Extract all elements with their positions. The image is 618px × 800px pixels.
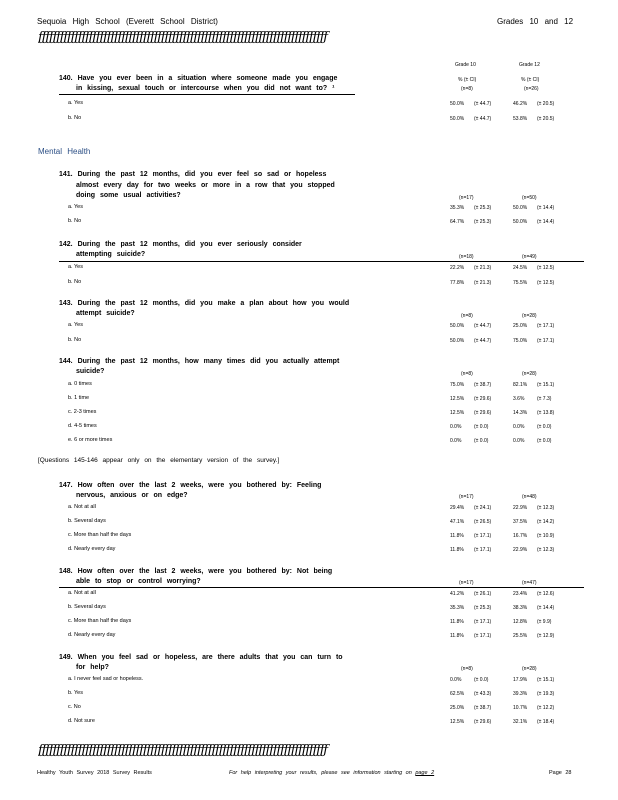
value-grade12: 50.0% (513, 205, 528, 211)
ci-grade10: (± 44.7) (474, 101, 492, 107)
value-grade10: 12.5% (450, 719, 465, 725)
option-label: c. No (68, 704, 81, 710)
value-grade12: 22.9% (513, 505, 528, 511)
ci-grade12: (± 12.3) (537, 547, 555, 553)
value-grade10: 0.0% (450, 424, 462, 430)
ci-label-grade10: % (± CI) (458, 77, 477, 83)
n-grade12: (n=28) (522, 371, 537, 377)
option-label: b. No (68, 337, 82, 343)
option-label: a. Yes (68, 204, 83, 210)
n-grade10: (n=17) (459, 494, 474, 500)
value-grade12: 32.1% (513, 719, 528, 725)
question-148-line2: able to stop or control worrying? (76, 578, 201, 585)
footer-help-label: For help interpreting your results, please see information starting on (229, 770, 412, 776)
elementary-note: [Questions 145-146 appear only on the elementary version of the survey.] (38, 457, 280, 464)
option-label: d. Nearly every day (68, 546, 116, 552)
question-147-line1: 147. How often over the last 2 weeks, were you bothered by: Feeling (59, 482, 322, 489)
ci-grade10: (± 17.1) (474, 633, 492, 639)
survey-header-title: Sequoia High School (Everett School District) (37, 17, 218, 26)
ci-grade10: (± 24.1) (474, 505, 492, 511)
value-grade12: 0.0% (513, 438, 525, 444)
ci-grade10: (± 44.7) (474, 116, 492, 122)
ci-grade12: (± 12.2) (537, 705, 555, 711)
value-grade10: 50.0% (450, 116, 465, 122)
value-grade10: 0.0% (450, 677, 462, 683)
value-grade12: 24.5% (513, 265, 528, 271)
ci-grade10: (± 44.7) (474, 323, 492, 329)
ci-grade12: (± 9.9) (537, 619, 552, 625)
question-140-line1: 140. Have you ever been in a situation where someone made you engage (59, 75, 338, 82)
ci-grade10: (± 29.6) (474, 396, 492, 402)
value-grade10: 0.0% (450, 438, 462, 444)
value-grade10: 50.0% (450, 323, 465, 329)
ci-grade12: (± 7.3) (537, 396, 552, 402)
question-divider (59, 94, 355, 95)
ci-grade10: (± 26.1) (474, 591, 492, 597)
ci-grade12: (± 14.2) (537, 519, 555, 525)
page-number: Page 28 (549, 770, 572, 776)
n-grade10: (n=8) (461, 86, 473, 92)
value-grade12: 50.0% (513, 219, 528, 225)
value-grade12: 75.5% (513, 280, 528, 286)
option-label: a. I never feel sad or hopeless. (68, 676, 144, 682)
ci-grade12: (± 0.0) (537, 424, 552, 430)
value-grade12: 82.1% (513, 382, 528, 388)
value-grade12: 16.7% (513, 533, 528, 539)
option-label: a. Yes (68, 264, 83, 270)
column-header-grade10: Grade 10 (455, 62, 476, 68)
ci-grade10: (± 43.3) (474, 691, 492, 697)
ci-grade12: (± 0.0) (537, 438, 552, 444)
value-grade10: 22.2% (450, 265, 465, 271)
value-grade10: 12.5% (450, 396, 465, 402)
footer-survey-name: Healthy Youth Survey 2018 Survey Results (37, 770, 152, 776)
value-grade12: 10.7% (513, 705, 528, 711)
question-144-line2: suicide? (76, 368, 105, 375)
option-label: b. Yes (68, 690, 83, 696)
option-label: a. Not at all (68, 504, 96, 510)
option-label: e. 6 or more times (68, 437, 113, 443)
value-grade10: 75.0% (450, 382, 465, 388)
value-grade10: 12.5% (450, 410, 465, 416)
ci-grade10: (± 21.3) (474, 280, 492, 286)
value-grade12: 75.0% (513, 338, 528, 344)
value-grade10: 62.5% (450, 691, 465, 697)
value-grade12: 25.0% (513, 323, 528, 329)
ci-grade12: (± 12.3) (537, 505, 555, 511)
ci-grade10: (± 25.3) (474, 605, 492, 611)
question-divider (59, 587, 584, 588)
n-grade12: (n=26) (524, 86, 539, 92)
question-148-line1: 148. How often over the last 2 weeks, were you bothered by: Not being (59, 568, 333, 575)
n-grade12: (n=47) (522, 580, 537, 586)
ci-grade12: (± 15.1) (537, 382, 555, 388)
ci-grade12: (± 12.5) (537, 280, 555, 286)
question-147-line2: nervous, anxious or on edge? (76, 492, 188, 499)
ci-grade10: (± 25.3) (474, 205, 492, 211)
question-141-line1: 141. During the past 12 months, did you ever feel so sad or hopeless (59, 171, 327, 178)
question-divider (59, 261, 584, 262)
option-label: a. 0 times (68, 381, 92, 387)
value-grade10: 25.0% (450, 705, 465, 711)
option-label: b. Several days (68, 518, 106, 524)
n-grade12: (n=28) (522, 313, 537, 319)
option-label: c. 2-3 times (68, 409, 97, 415)
value-grade12: 12.8% (513, 619, 528, 625)
ci-grade10: (± 0.0) (474, 424, 489, 430)
n-grade12: (n=49) (522, 254, 537, 260)
ci-grade12: (± 12.6) (537, 591, 555, 597)
ci-grade12: (± 20.5) (537, 116, 555, 122)
value-grade12: 22.9% (513, 547, 528, 553)
value-grade10: 35.3% (450, 205, 465, 211)
ci-grade10: (± 29.6) (474, 410, 492, 416)
n-grade10: (n=17) (459, 580, 474, 586)
n-grade10: (n=17) (459, 195, 474, 201)
value-grade10: 77.8% (450, 280, 465, 286)
option-label: b. No (68, 218, 82, 224)
value-grade12: 0.0% (513, 424, 525, 430)
value-grade12: 3.6% (513, 396, 525, 402)
value-grade10: 50.0% (450, 101, 465, 107)
footer-help-text (229, 770, 434, 776)
ci-grade10: (± 21.3) (474, 265, 492, 271)
footer-page-link[interactable]: page 2 (415, 770, 435, 776)
n-grade12: (n=50) (522, 195, 537, 201)
n-grade12: (n=28) (522, 666, 537, 672)
top-decorative-border: ƒƒƒƒƒƒƒƒƒƒƒƒƒƒƒƒƒƒƒƒƒƒƒƒƒƒƒƒƒƒƒƒƒƒƒƒƒƒƒƒƒƒƒƒƒƒƒƒƒƒƒƒƒƒƒƒƒƒƒƒƒƒƒƒƒƒƒƒƒƒƒƒƒƒƒƒƒƒƒƒ (38, 30, 327, 45)
value-grade10: 47.1% (450, 519, 465, 525)
n-grade12: (n=48) (522, 494, 537, 500)
value-grade12: 14.3% (513, 410, 528, 416)
option-label: c. More than half the days (68, 618, 132, 624)
ci-grade12: (± 14.4) (537, 219, 555, 225)
option-label: d. 4-5 times (68, 423, 97, 429)
ci-grade10: (± 17.1) (474, 547, 492, 553)
option-label: d. Nearly every day (68, 632, 116, 638)
n-grade10: (n=8) (461, 371, 473, 377)
bottom-decorative-border: ƒƒƒƒƒƒƒƒƒƒƒƒƒƒƒƒƒƒƒƒƒƒƒƒƒƒƒƒƒƒƒƒƒƒƒƒƒƒƒƒƒƒƒƒƒƒƒƒƒƒƒƒƒƒƒƒƒƒƒƒƒƒƒƒƒƒƒƒƒƒƒƒƒƒƒƒƒƒƒƒ (38, 743, 327, 758)
question-140-line2: in kissing, sexual touch or intercourse when you did not want to? ¹ (76, 85, 335, 92)
option-label: d. Not sure (68, 718, 95, 724)
section-heading: Mental Health (38, 147, 91, 156)
option-label: b. 1 time (68, 395, 90, 401)
ci-grade12: (± 18.4) (537, 719, 555, 725)
value-grade10: 11.8% (450, 533, 464, 539)
option-label: a. Not at all (68, 590, 96, 596)
question-149-line2: for help? (76, 664, 109, 671)
ci-grade12: (± 10.9) (537, 533, 555, 539)
value-grade10: 35.3% (450, 605, 465, 611)
ci-grade12: (± 15.1) (537, 677, 555, 683)
ci-grade12: (± 17.1) (537, 323, 555, 329)
ci-grade12: (± 20.5) (537, 101, 555, 107)
value-grade10: 41.2% (450, 591, 465, 597)
option-label: b. Several days (68, 604, 106, 610)
n-grade10: (n=8) (461, 313, 473, 319)
value-grade10: 11.8% (450, 547, 464, 553)
value-grade12: 46.2% (513, 101, 528, 107)
ci-grade10: (± 38.7) (474, 705, 492, 711)
value-grade10: 29.4% (450, 505, 465, 511)
ci-grade10: (± 38.7) (474, 382, 492, 388)
option-label: c. More than half the days (68, 532, 132, 538)
ci-grade10: (± 25.3) (474, 219, 492, 225)
option-label: b. No (68, 115, 82, 121)
option-label: a. Yes (68, 322, 83, 328)
value-grade10: 64.7% (450, 219, 465, 225)
question-143-line2: attempt suicide? (76, 310, 135, 317)
n-grade10: (n=8) (461, 666, 473, 672)
value-grade12: 39.3% (513, 691, 528, 697)
ci-grade12: (± 12.5) (537, 265, 555, 271)
value-grade12: 37.5% (513, 519, 528, 525)
question-144-line1: 144. During the past 12 months, how many times did you actually attempt (59, 358, 340, 365)
ci-grade12: (± 14.4) (537, 205, 555, 211)
value-grade10: 11.8% (450, 633, 464, 639)
ci-grade10: (± 26.5) (474, 519, 492, 525)
value-grade12: 25.5% (513, 633, 528, 639)
ci-grade10: (± 29.6) (474, 719, 492, 725)
question-141-line3: doing some usual activities? (76, 192, 181, 199)
question-149-line1: 149. When you feel sad or hopeless, are there adults that you can turn to (59, 654, 343, 661)
ci-label-grade12: % (± CI) (521, 77, 540, 83)
grades-label: Grades 10 and 12 (497, 17, 574, 26)
question-142-line2: attempting suicide? (76, 251, 146, 258)
ci-grade12: (± 17.1) (537, 338, 555, 344)
ci-grade12: (± 13.8) (537, 410, 555, 416)
question-143-line1: 143. During the past 12 months, did you make a plan about how you would (59, 300, 350, 307)
option-label: b. No (68, 279, 82, 285)
ci-grade12: (± 14.4) (537, 605, 555, 611)
value-grade12: 23.4% (513, 591, 528, 597)
value-grade10: 11.8% (450, 619, 464, 625)
value-grade12: 53.8% (513, 116, 528, 122)
ci-grade10: (± 0.0) (474, 677, 489, 683)
question-142-line1: 142. During the past 12 months, did you ever seriously consider (59, 241, 302, 248)
ci-grade10: (± 44.7) (474, 338, 492, 344)
value-grade12: 38.3% (513, 605, 528, 611)
ci-grade10: (± 17.1) (474, 619, 492, 625)
ci-grade12: (± 19.3) (537, 691, 555, 697)
question-141-line2: almost every day for two weeks or more in a row that you stopped (76, 182, 335, 189)
ci-grade10: (± 17.1) (474, 533, 492, 539)
column-header-grade12: Grade 12 (519, 62, 540, 68)
ci-grade10: (± 0.0) (474, 438, 489, 444)
value-grade10: 50.0% (450, 338, 465, 344)
ci-grade12: (± 12.9) (537, 633, 555, 639)
n-grade10: (n=18) (459, 254, 474, 260)
option-label: a. Yes (68, 100, 83, 106)
value-grade12: 17.9% (513, 677, 528, 683)
